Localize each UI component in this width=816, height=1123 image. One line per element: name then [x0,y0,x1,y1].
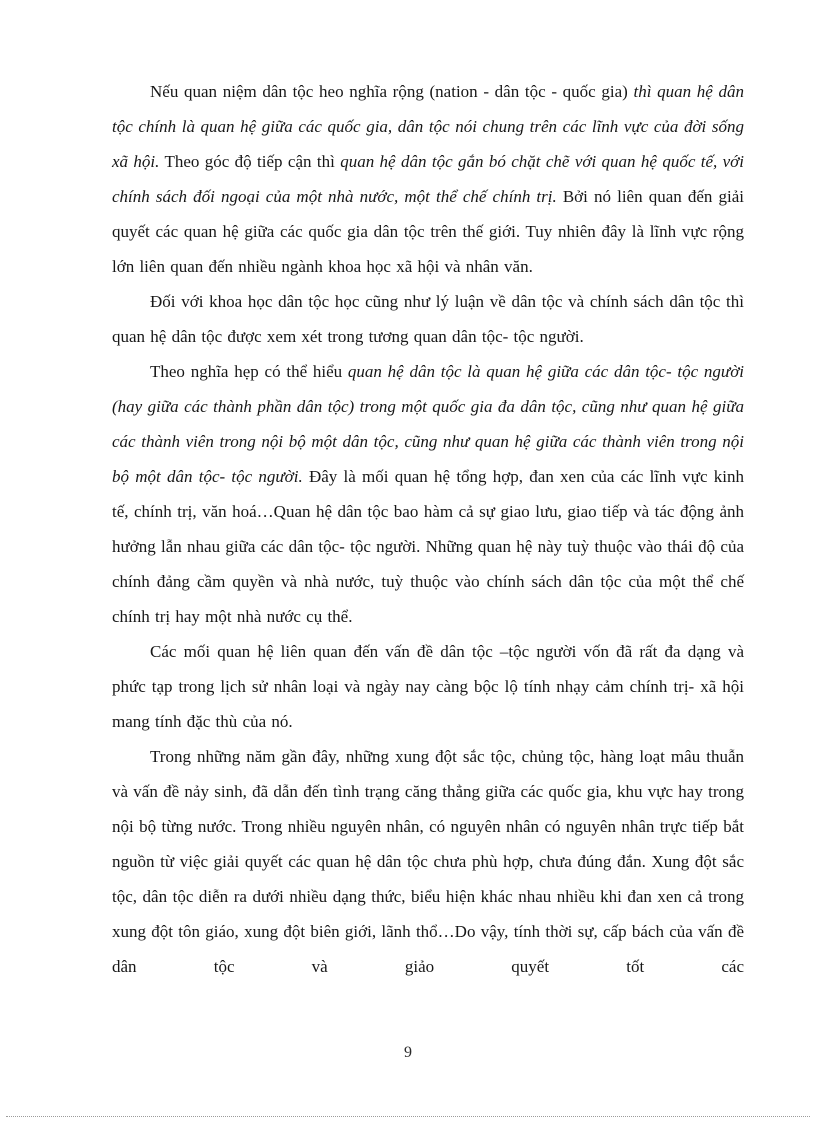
paragraph [112,74,744,284]
paragraph [112,354,744,634]
text-segment-italic: thì quan hệ dân tộc chính là quan hệ giữa các quốc gia, dân tộc nói chung trên các lĩnh vực của đời sống xã hội. [112,82,744,171]
paragraph [112,634,744,739]
page-boundary-line [6,1116,810,1117]
text-segment: Nếu quan niệm dân tộc heo nghĩa rộng (nation - dân tộc - quốc gia) [150,82,634,101]
document-body [112,74,744,984]
text-segment: Trong những năm gần đây, những xung đột sắc tộc, chủng tộc, hàng loạt mâu thuẫn và vấn đề nảy sinh, đã dẫn đến tình trạng căng thẳng giữa các quốc gia, khu vực hay trong nội bộ từng nước. Trong nhiều nguyên nhân, có nguyên nhân có nguyên nhân trực tiếp bắt nguồn từ việc giải quyết các quan hệ dân tộc chưa phù hợp, chưa đúng đắn. Xung đột sắc tộc, dân tộc diễn ra dưới nhiều dạng thức, biểu hiện khác nhau nhiều khi đan xen cả trong xung đột tôn giáo, xung đột biên giới, lãnh thổ…Do vậy, tính thời sự, cấp bách của vấn đề dân tộc và giảo quyết tốt các [112,747,744,976]
page-number: 9 [404,1044,412,1061]
paragraph [112,284,744,354]
text-segment: Đối với khoa học dân tộc học cũng như lý luận về dân tộc và chính sách dân tộc thì quan hệ dân tộc được xem xét trong tương quan dân tộc- tộc người. [112,292,744,346]
text-segment: Đây là mối quan hệ tổng hợp, đan xen của các lĩnh vực kinh tế, chính trị, văn hoá…Quan hệ dân tộc bao hàm cả sự giao lưu, giao tiếp và tác động ảnh hưởng lẫn nhau giữa các dân tộc- tộc người. Những quan hệ này tuỳ thuộc vào thái độ của chính đảng cầm quyền và nhà nước, tuỳ thuộc vào chính sách dân tộc của một thể chế chính trị hay một nhà nước cụ thể. [112,467,744,626]
text-segment: Các mối quan hệ liên quan đến vấn đề dân tộc –tộc người vốn đã rất đa dạng và phức tạp trong lịch sử nhân loại và ngày nay càng bộc lộ tính nhạy cảm chính trị- xã hội mang tính đặc thù của nó. [112,642,744,731]
text-segment: Theo nghĩa hẹp có thể hiểu [150,362,348,381]
paragraph [112,739,744,984]
text-segment-italic: quan hệ dân tộc gắn bó chặt chẽ với quan hệ quốc tế, với chính sách đối ngoại của một nhà nước, một thể chế chính trị. [112,152,744,206]
page-footer [0,1041,816,1065]
text-segment: Bởi nó liên quan đến giải quyết các quan hệ giữa các quốc gia dân tộc trên thế giới. Tuy nhiên đây là lĩnh vực rộng lớn liên quan đến nhiều ngành khoa học xã hội và nhân văn. [112,187,744,276]
text-segment: Theo góc độ tiếp cận thì [159,152,341,171]
text-segment-italic: quan hệ dân tộc là quan hệ giữa các dân tộc- tộc người (hay giữa các thành phần dân tộc) trong một quốc gia đa dân tộc, cũng như quan hệ giữa các thành viên trong nội bộ một dân tộc, cũng như quan hệ giữa các thành viên trong nội bộ một dân tộc- tộc người. [112,362,744,486]
